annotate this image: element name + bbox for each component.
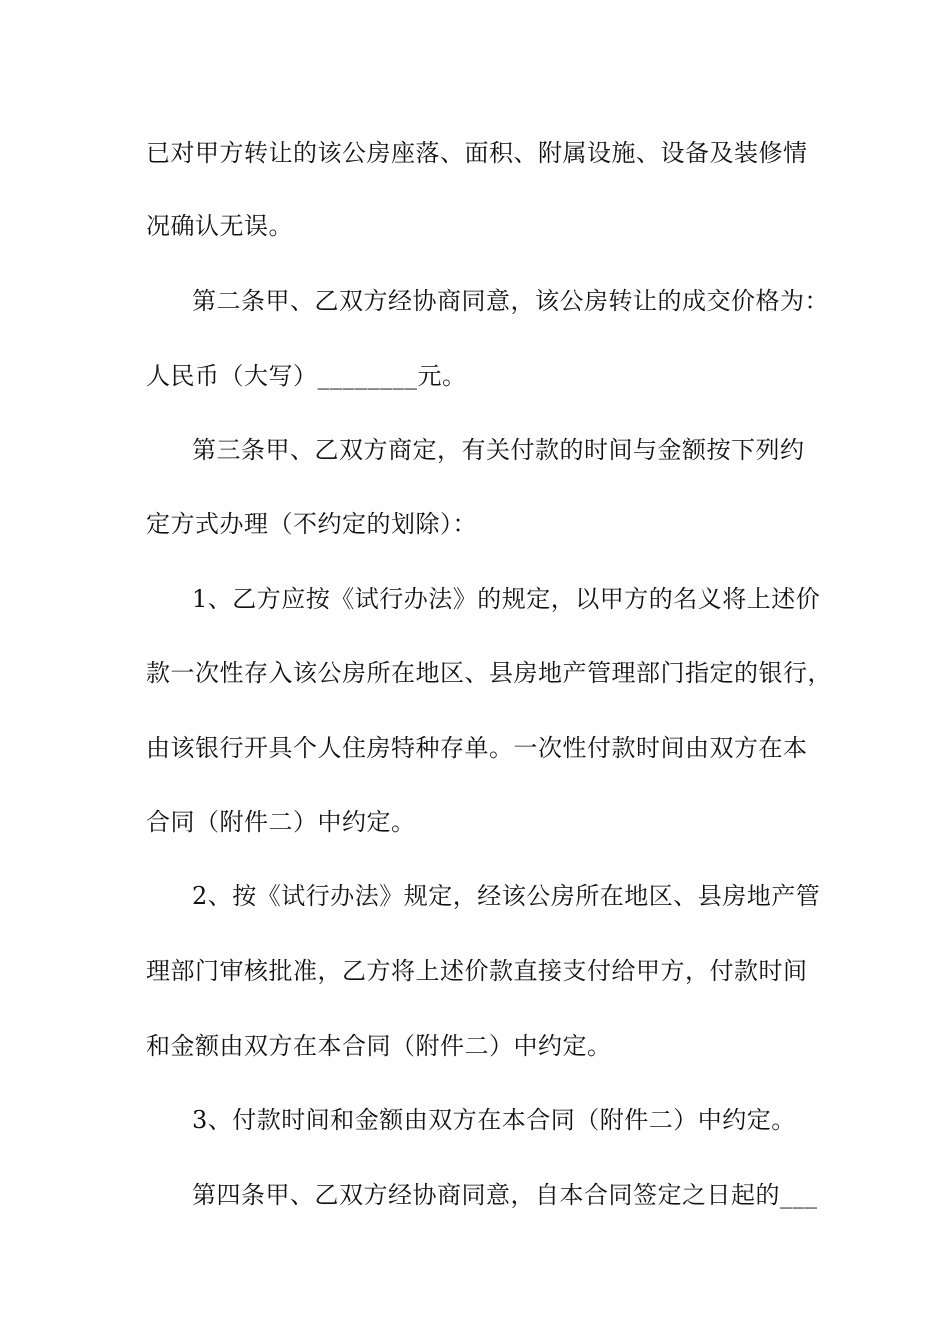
text-line-5: 第三条甲、乙双方商定，有关付款的时间与金额按下列约 xyxy=(192,436,805,464)
text-line-14: 3、付款时间和金额由双方在本合同（附件二）中约定。 xyxy=(192,1106,796,1134)
text-line-10: 合同（附件二）中约定。 xyxy=(146,808,416,836)
text-line-2: 况确认无误。 xyxy=(146,212,293,240)
text-line-3: 第二条甲、乙双方经协商同意，该公房转让的成交价格为： xyxy=(192,287,829,315)
text-line-12: 理部门审核批准，乙方将上述价款直接支付给甲方，付款时间 xyxy=(146,957,808,985)
text-line-1: 已对甲方转让的该公房座落、面积、附属设施、设备及装修情 xyxy=(146,139,808,167)
text-line-11: 2、按《试行办法》规定，经该公房所在地区、县房地产管 xyxy=(192,882,821,910)
text-line-8: 款一次性存入该公房所在地区、县房地产管理部门指定的银行， xyxy=(146,659,832,687)
text-line-6: 定方式办理（不约定的划除）： xyxy=(146,510,477,538)
text-line-15: 第四条甲、乙双方经协商同意，自本合同签定之日起的___ xyxy=(192,1181,818,1209)
text-line-13: 和金额由双方在本合同（附件二）中约定。 xyxy=(146,1032,612,1060)
text-line-4: 人民币（大写）________元。 xyxy=(146,362,467,390)
text-line-9: 由该银行开具个人住房特种存单。一次性付款时间由双方在本 xyxy=(146,734,808,762)
text-line-7: 1、乙方应按《试行办法》的规定，以甲方的名义将上述价 xyxy=(192,585,821,613)
